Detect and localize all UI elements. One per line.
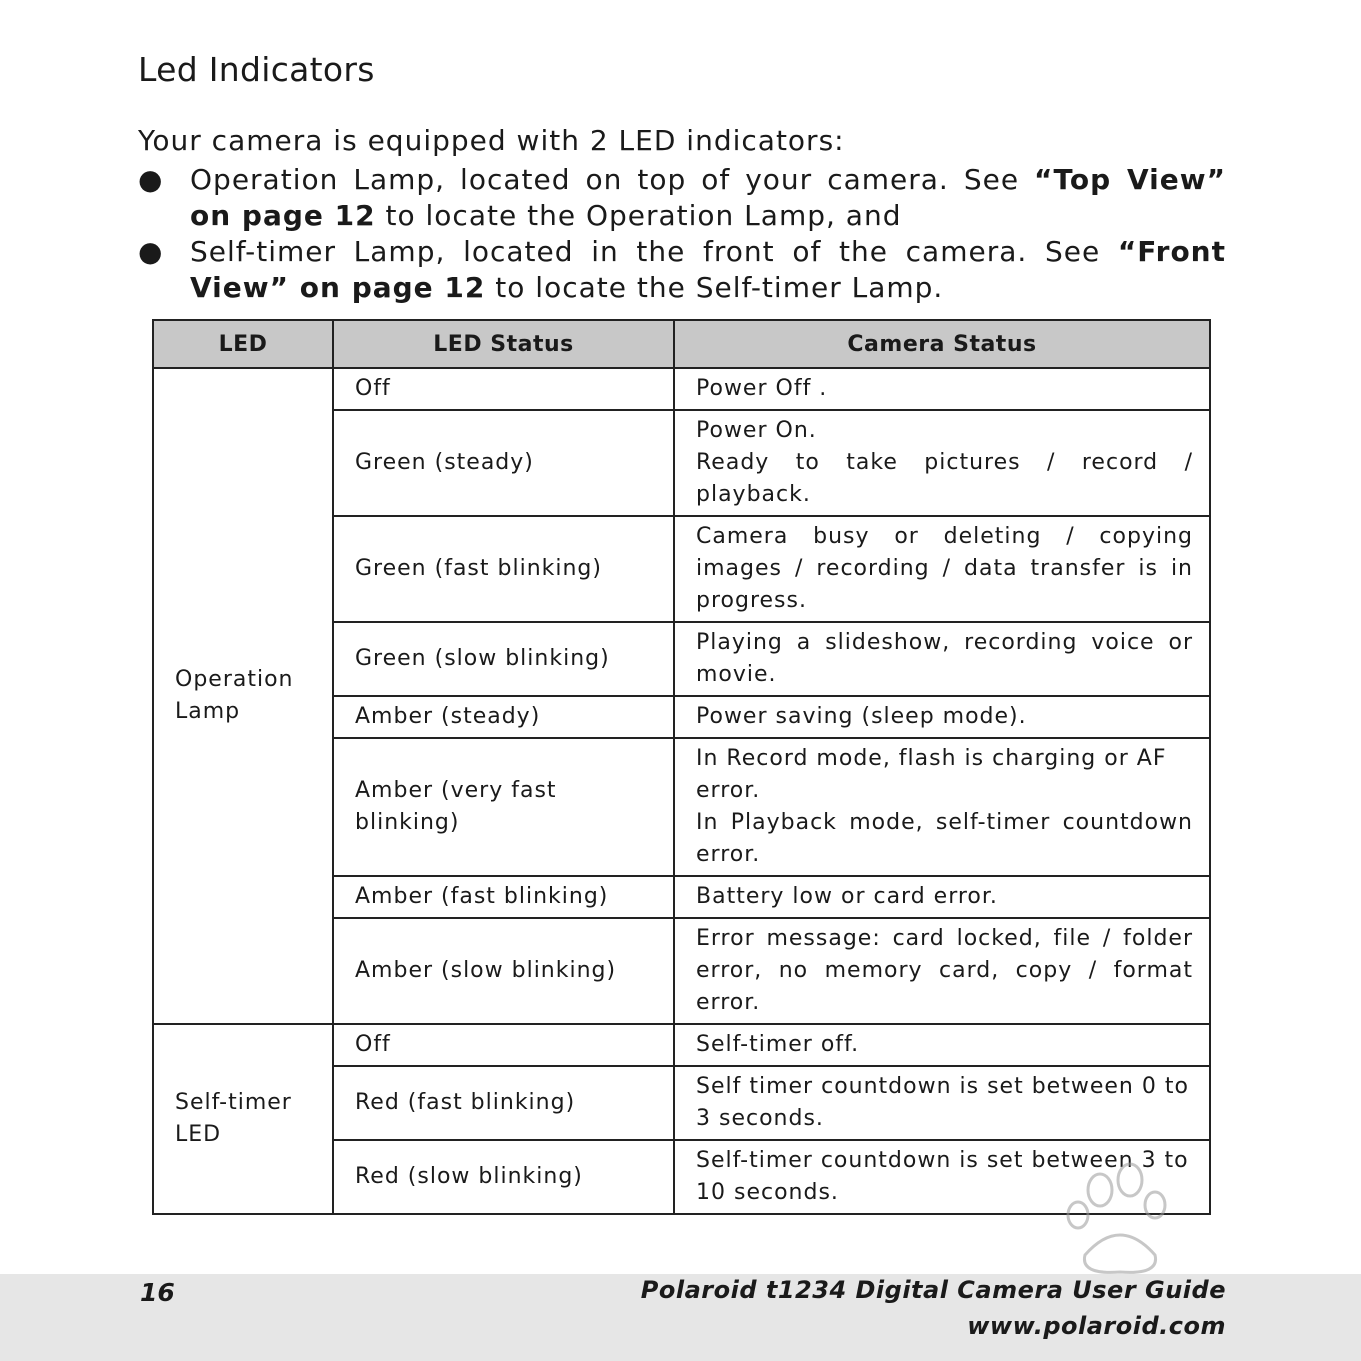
camera-status-cell: Self-timer countdown is set between 3 to 10 seconds. [674,1140,1210,1214]
camera-status-line: Power On. [696,418,817,443]
led-status-cell: Green (fast blinking) [333,516,674,622]
header-led: LED [153,320,333,368]
bullet-text: Self-timer Lamp, located in the front of the camera. See [190,235,1118,268]
page-title: Led Indicators [138,50,375,89]
camera-status-cell: Camera busy or deleting / copying images / recording / data transfer is in progress. [674,516,1210,622]
led-status-cell: Red (fast blinking) [333,1066,674,1140]
camera-status-line: Ready to take pictures / record / playback. [696,450,1193,507]
led-name-line: Self-timer [175,1090,292,1115]
bullet-item [138,234,1226,306]
camera-status-cell: Self timer countdown is set between 0 to 3 seconds. [674,1066,1210,1140]
camera-status-line: In Record mode, flash is charging or AF error. [696,746,1167,803]
camera-status-line: In Playback mode, self-timer countdown error. [696,810,1193,867]
page-number: 16 [140,1278,175,1307]
guide-title: Polaroid t1234 Digital Camera User Guide [640,1276,1226,1304]
led-status-cell: Green (slow blinking) [333,622,674,696]
bullet-icon: ● [138,163,164,196]
led-name-line: Operation [175,667,294,692]
bullet-list [138,162,1226,306]
led-status-cell: Amber (fast blinking) [333,876,674,918]
page-reference: “Front View” on page 12 [190,235,1226,304]
camera-status-cell: Power saving (sleep mode). [674,696,1210,738]
page-reference: “Top View” on page 12 [190,163,1226,232]
camera-status-cell: Self-timer off. [674,1024,1210,1066]
led-status-cell: Off [333,1024,674,1066]
camera-status-cell [674,410,1210,516]
header-led-status: LED Status [333,320,674,368]
camera-status-cell: Battery low or card error. [674,876,1210,918]
led-group-self-timer [153,1024,333,1214]
led-status-cell: Amber (steady) [333,696,674,738]
led-status-cell: Amber (slow blinking) [333,918,674,1024]
guide-url: www.polaroid.com [967,1312,1226,1340]
bullet-icon: ● [138,235,164,268]
led-name-line: LED [175,1122,222,1147]
camera-status-cell: Playing a slideshow, recording voice or movie. [674,622,1210,696]
intro-text: Your camera is equipped with 2 LED indicators: [138,124,845,157]
table-row [153,368,1210,410]
bullet-text: to locate the Self-timer Lamp. [485,271,944,304]
led-status-cell: Green (steady) [333,410,674,516]
header-camera-status: Camera Status [674,320,1210,368]
camera-status-cell: Error message: card locked, file / folder error, no memory card, copy / format error. [674,918,1210,1024]
bullet-text: to locate the Operation Lamp, and [375,199,902,232]
bullet-item [138,162,1226,234]
table-row [153,1024,1210,1066]
bullet-text: Operation Lamp, located on top of your camera. See [190,163,1035,196]
table-header-row [153,320,1210,368]
led-group-operation-lamp [153,368,333,1024]
camera-status-cell [674,738,1210,876]
camera-status-cell: Power Off . [674,368,1210,410]
led-status-cell: Off [333,368,674,410]
led-name-line: Lamp [175,699,241,724]
led-status-cell: Amber (very fast blinking) [333,738,674,876]
led-status-cell: Red (slow blinking) [333,1140,674,1214]
led-table [152,319,1211,1215]
